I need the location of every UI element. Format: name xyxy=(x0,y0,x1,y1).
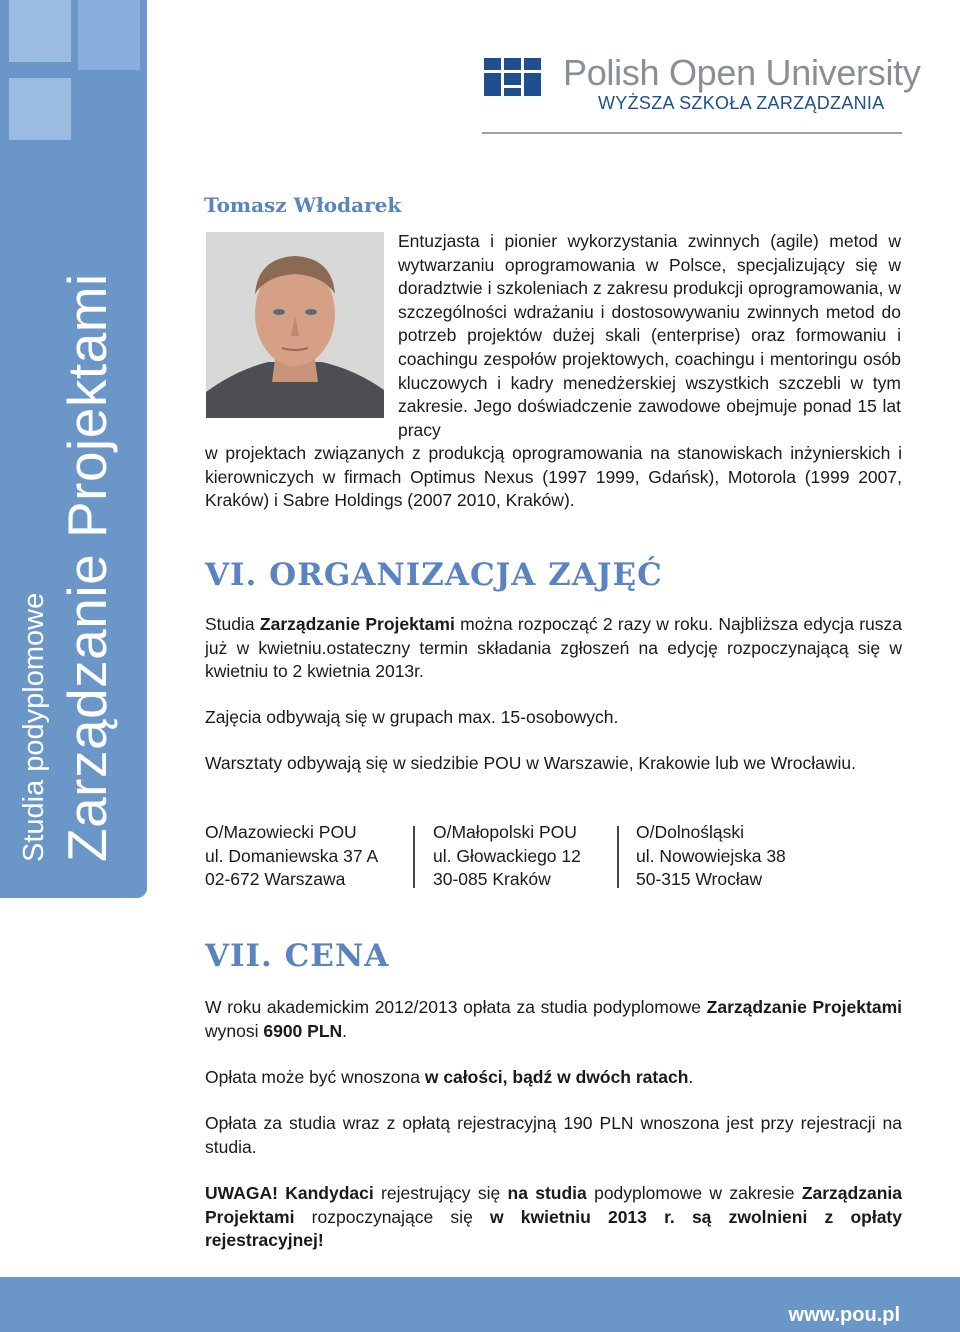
column-divider xyxy=(617,826,619,888)
sidebar-subtitle: Studia podyplomowe xyxy=(18,592,50,862)
section-heading: VI. ORGANIZACJA ZAJĘĆ xyxy=(205,557,663,593)
sidebar-title: Zarządzanie Projektami xyxy=(56,273,118,862)
paragraph: W roku akademickim 2012/2013 opłata za studia podyplomowe Zarządzanie Projektami wynosi 6900 PLN. xyxy=(205,997,902,1041)
office-name: O/Mazowiecki POU xyxy=(205,822,357,842)
paragraph: Warsztaty odbywają się w siedzibie POU w Warszawie, Krakowie lub we Wrocławiu. xyxy=(205,753,856,773)
office-address xyxy=(636,821,786,892)
office-name: O/Małopolski POU xyxy=(433,822,577,842)
header-divider xyxy=(482,132,902,134)
office-street: ul. Głowackiego 12 xyxy=(433,845,581,866)
bio-paragraph-continued: w projektach związanych z produkcją oprogramowania na stanowiskach inżynierskich i kierowniczych w firmach Optimus Nexus (1997 1999, Gdańsk), Motorola (1999 2007, Kraków) i Sabre Holdings (2007 2010, Kraków). xyxy=(205,443,902,511)
paragraph: Opłata za studia wraz z opłatą rejestracyjną 190 PLN wnoszona jest przy rejestracji na studia. xyxy=(205,1113,902,1157)
office-address xyxy=(433,821,581,892)
office-address xyxy=(205,821,378,892)
paragraph: Zajęcia odbywają się w grupach max. 15-osobowych. xyxy=(205,707,619,727)
paragraph: Opłata może być wnoszona w całości, bądź w dwóch ratach. xyxy=(205,1067,694,1087)
office-city: 02-672 Warszawa xyxy=(205,869,346,890)
office-street: ul. Domaniewska 37 A xyxy=(205,845,379,866)
section-heading: VII. CENA xyxy=(205,938,390,974)
office-name: O/Dolnośląski xyxy=(636,822,744,842)
office-city: 30-085 Kraków xyxy=(433,869,551,890)
person-name: Tomasz Włodarek xyxy=(204,193,402,217)
portrait-photo xyxy=(206,232,384,418)
sidebar-vertical-title xyxy=(0,0,147,898)
notice-paragraph: UWAGA! Kandydaci rejestrujący się na studia podyplomowe w zakresie Zarządzania Projektami rozpoczynające się w kwietniu 2013 r. są zwolnieni z opłaty rejestracyjnej! xyxy=(205,1183,902,1251)
logo-mark-icon xyxy=(484,58,541,96)
office-city: 50-315 Wrocław xyxy=(636,869,763,890)
footer-website-link[interactable]: www.pou.pl xyxy=(788,1304,900,1326)
bio-paragraph: Entuzjasta i pionier wykorzystania zwinnych (agile) metod w wytwarzaniu oprogramowania w Polsce, specjalizujący się w doradztwie i szkoleniach z zakresu produkcji oprogramowania, w szczególności wdrażaniu i dostosowywaniu zwinnych metod do potrzeb projektów dużej skali (enterprise) oraz formowaniu i coachingu zespołów projektowych, coachingu i mentoringu osób kluczowych i kadry menedżerskiej wszystkich szczebli w tym zakresie. Jego doświadczenie zawodowe obejmuje ponad 15 lat pracy xyxy=(398,231,901,440)
logo-subtitle: WYŻSZA SZKOŁA ZARZĄDZANIA xyxy=(598,93,885,113)
column-divider xyxy=(413,826,415,888)
sidebar-band xyxy=(0,0,147,898)
paragraph: Studia Zarządzanie Projektami można rozpocząć 2 razy w roku. Najbliższa edycja rusza już w kwietniu.ostateczny termin składania zgłoszeń na edycję rozpoczynającą się w kwietniu to 2 kwietnia 2013r. xyxy=(205,614,902,682)
office-street: ul. Nowowiejska 38 xyxy=(636,845,786,866)
logo-name: Polish Open University xyxy=(563,52,921,93)
